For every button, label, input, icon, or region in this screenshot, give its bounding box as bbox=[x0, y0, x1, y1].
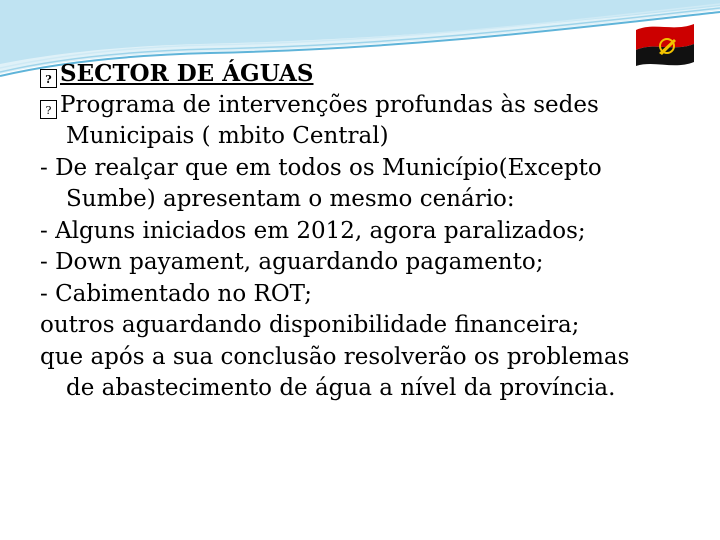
continuation-line: de abastecimento de água a nível da província. bbox=[66, 375, 616, 401]
bullet-icon: ? bbox=[40, 69, 57, 88]
bullet-line bbox=[40, 90, 700, 122]
slide-title bbox=[40, 58, 700, 90]
dash-line: - Down payament, aguardando pagamento; bbox=[40, 249, 544, 275]
continuation-line: Sumbe) apresentam o mesmo cenário: bbox=[66, 186, 515, 212]
text-line: que após a sua conclusão resolverão os problemas bbox=[40, 343, 630, 370]
text-line: outros aguardando disponibilidade financeira; bbox=[40, 312, 580, 338]
title-text: SECTOR DE ÁGUAS bbox=[60, 60, 314, 87]
dash-line: - De realçar que em todos os Município(Excepto bbox=[40, 154, 602, 181]
slide-body bbox=[40, 58, 700, 405]
dash-line: - Alguns iniciados em 2012, agora paralizados; bbox=[40, 217, 586, 244]
flag-top bbox=[636, 24, 694, 50]
bullet-icon: ? bbox=[40, 100, 57, 119]
continuation-line: Municipais ( mbito Central) bbox=[66, 123, 389, 149]
line-text: Programa de intervenções profundas às sedes bbox=[60, 91, 599, 118]
dash-line: - Cabimentado no ROT; bbox=[40, 280, 312, 307]
